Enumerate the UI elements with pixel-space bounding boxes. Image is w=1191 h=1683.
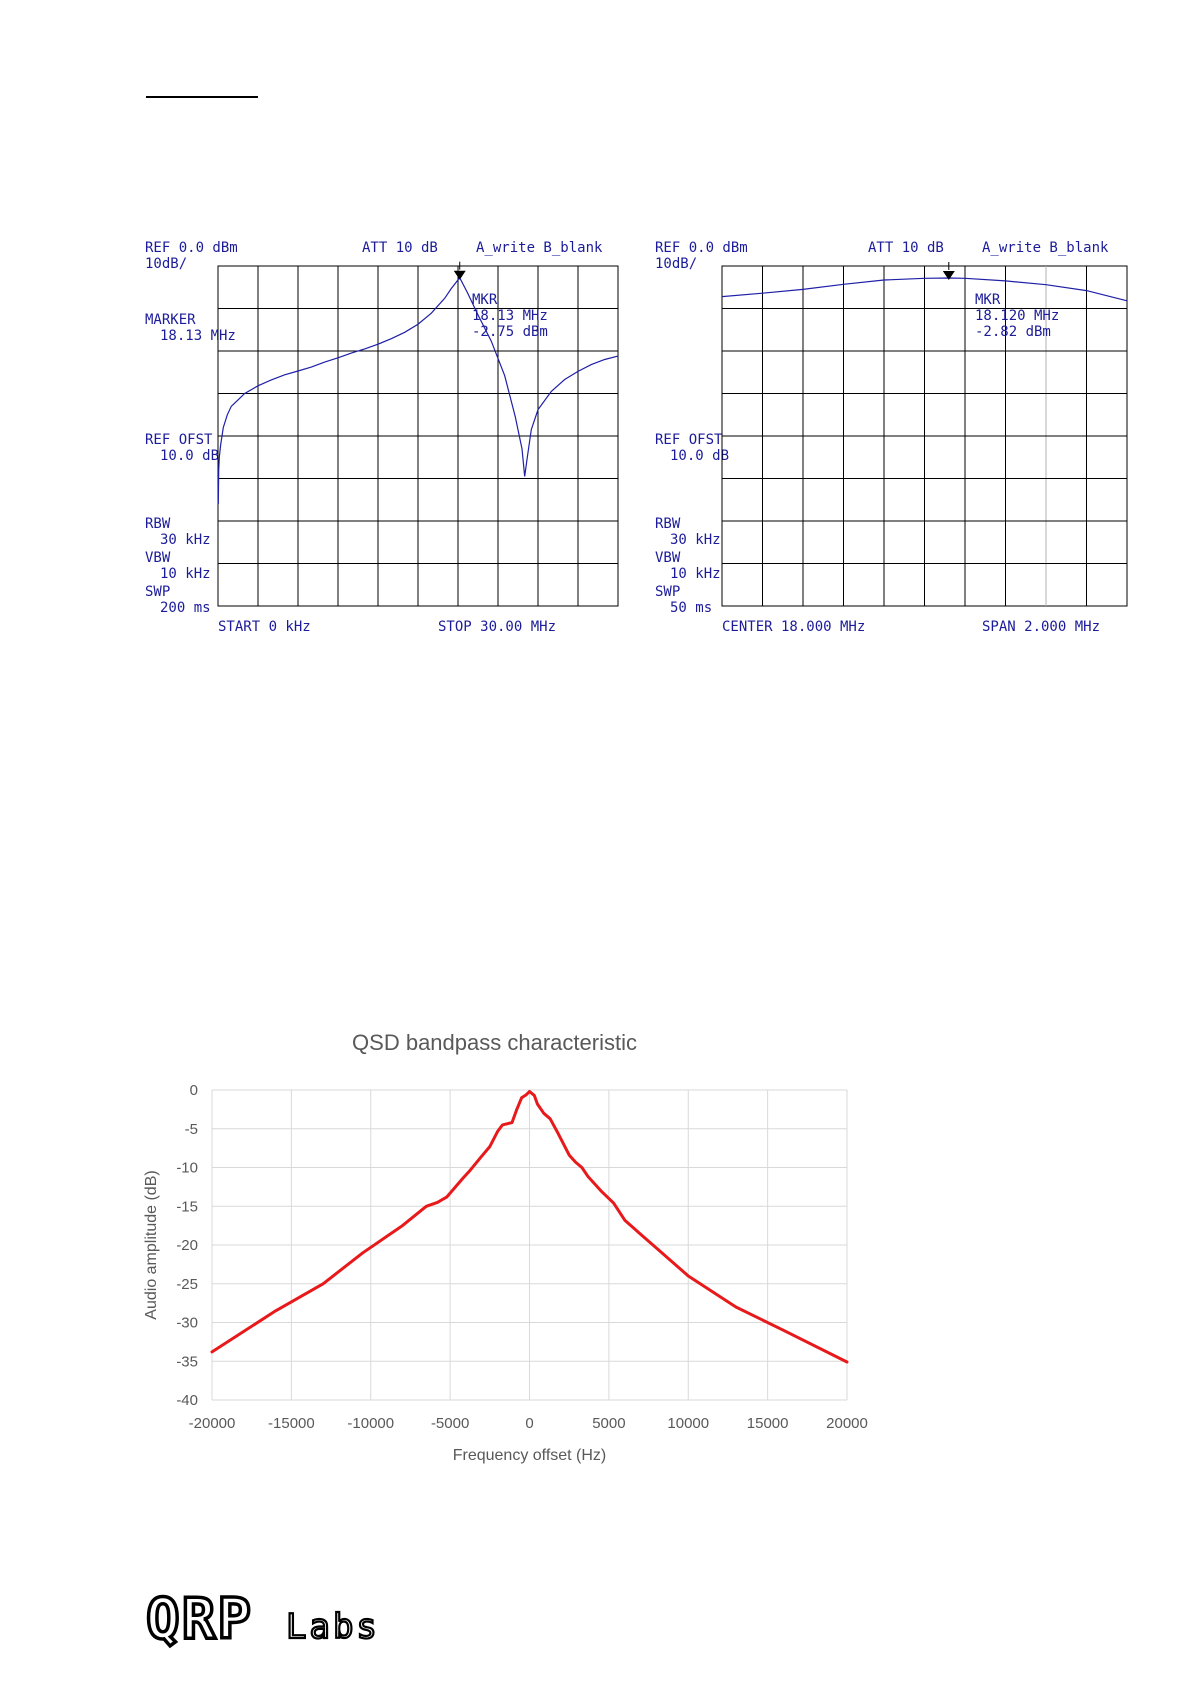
top-rule xyxy=(146,96,258,98)
x-tick-label: 5000 xyxy=(592,1415,626,1432)
spectrum-analyzer-wide xyxy=(140,236,625,656)
y-tick-label: -35 xyxy=(176,1353,198,1371)
marker-readout-frequency: 18.120 MHz xyxy=(975,308,1060,324)
spectrum-analyzer-narrow xyxy=(650,236,1140,656)
y-tick-label: -25 xyxy=(176,1275,198,1293)
logo-graphic xyxy=(146,1590,396,1650)
chart-title: QSD bandpass characteristic xyxy=(352,1030,637,1055)
y-axis-label: Audio amplitude (dB) xyxy=(143,1170,160,1320)
side-label-vbw-label: VBW xyxy=(655,550,681,566)
side-label-swp-label: SWP xyxy=(145,584,171,600)
side-label-ref-ofst-label: REF OFST xyxy=(145,432,213,448)
side-label-ref-ofst-value: 10.0 dB xyxy=(670,448,730,464)
x-tick-label: -20000 xyxy=(188,1415,236,1432)
ref-level-label: REF 0.0 dBm xyxy=(145,240,238,256)
side-label-ref-ofst-value: 10.0 dB xyxy=(160,448,220,464)
qsd-chart xyxy=(140,1020,890,1484)
svg-text:Labs: Labs xyxy=(286,1607,380,1647)
y-tick-label: -15 xyxy=(176,1198,198,1216)
y-tick-label: 0 xyxy=(189,1082,198,1099)
spectrum-plot-wide xyxy=(140,236,625,656)
side-label-marker-label: MARKER xyxy=(145,312,196,328)
side-label-rbw-label: RBW xyxy=(655,516,681,532)
side-label-marker-value: 18.13 MHz xyxy=(160,328,236,344)
qsd-plot xyxy=(140,1020,890,1480)
svg-text:QRP: QRP xyxy=(146,1590,254,1650)
x-tick-label: 0 xyxy=(525,1415,534,1432)
side-label-vbw-value: 10 kHz xyxy=(670,566,721,582)
side-label-rbw-label: RBW xyxy=(145,516,171,532)
side-label-ref-ofst-label: REF OFST xyxy=(655,432,723,448)
sweep-start-label: START 0 kHz xyxy=(218,619,311,635)
y-tick-label: -30 xyxy=(176,1314,198,1332)
side-label-vbw-value: 10 kHz xyxy=(160,566,211,582)
x-tick-label: -5000 xyxy=(430,1415,470,1432)
spectrum-plot-narrow xyxy=(650,236,1140,656)
scale-label: 10dB/ xyxy=(145,256,188,272)
marker-arrow xyxy=(454,271,466,280)
marker-readout-label: MKR xyxy=(472,292,498,308)
sweep-stop-label: STOP 30.00 MHz xyxy=(438,619,557,635)
sweep-stop-label: SPAN 2.000 MHz xyxy=(982,619,1101,635)
ref-level-label: REF 0.0 dBm xyxy=(655,240,748,256)
attenuation-label: ATT 10 dB xyxy=(362,240,438,256)
sweep-start-label: CENTER 18.000 MHz xyxy=(722,619,866,635)
x-tick-label: -10000 xyxy=(347,1415,395,1432)
trace-mode-label: A_write B_blank xyxy=(982,240,1109,256)
side-label-vbw-label: VBW xyxy=(145,550,171,566)
x-axis-label: Frequency offset (Hz) xyxy=(452,1447,607,1464)
x-tick-label: -15000 xyxy=(268,1415,315,1432)
marker-readout-frequency: 18.13 MHz xyxy=(472,308,548,324)
trace-mode-label: A_write B_blank xyxy=(476,240,603,256)
qrp-labs-logo xyxy=(146,1590,396,1654)
side-label-rbw-value: 30 kHz xyxy=(160,532,211,548)
y-tick-label: -5 xyxy=(184,1120,198,1138)
x-tick-label: 15000 xyxy=(746,1415,789,1432)
marker-readout-level: -2.75 dBm xyxy=(472,324,548,340)
side-label-swp-value: 50 ms xyxy=(670,600,713,616)
scale-label: 10dB/ xyxy=(655,256,698,272)
side-label-rbw-value: 30 kHz xyxy=(670,532,721,548)
marker-readout-label: MKR xyxy=(975,292,1001,308)
side-label-swp-label: SWP xyxy=(655,584,681,600)
side-label-swp-value: 200 ms xyxy=(160,600,211,616)
y-tick-label: -20 xyxy=(176,1237,198,1254)
y-tick-label: -40 xyxy=(176,1392,198,1409)
x-tick-label: 20000 xyxy=(826,1415,868,1432)
x-tick-label: 10000 xyxy=(667,1415,710,1432)
y-tick-label: -10 xyxy=(176,1159,198,1177)
attenuation-label: ATT 10 dB xyxy=(868,240,944,256)
marker-readout-level: -2.82 dBm xyxy=(975,324,1051,340)
